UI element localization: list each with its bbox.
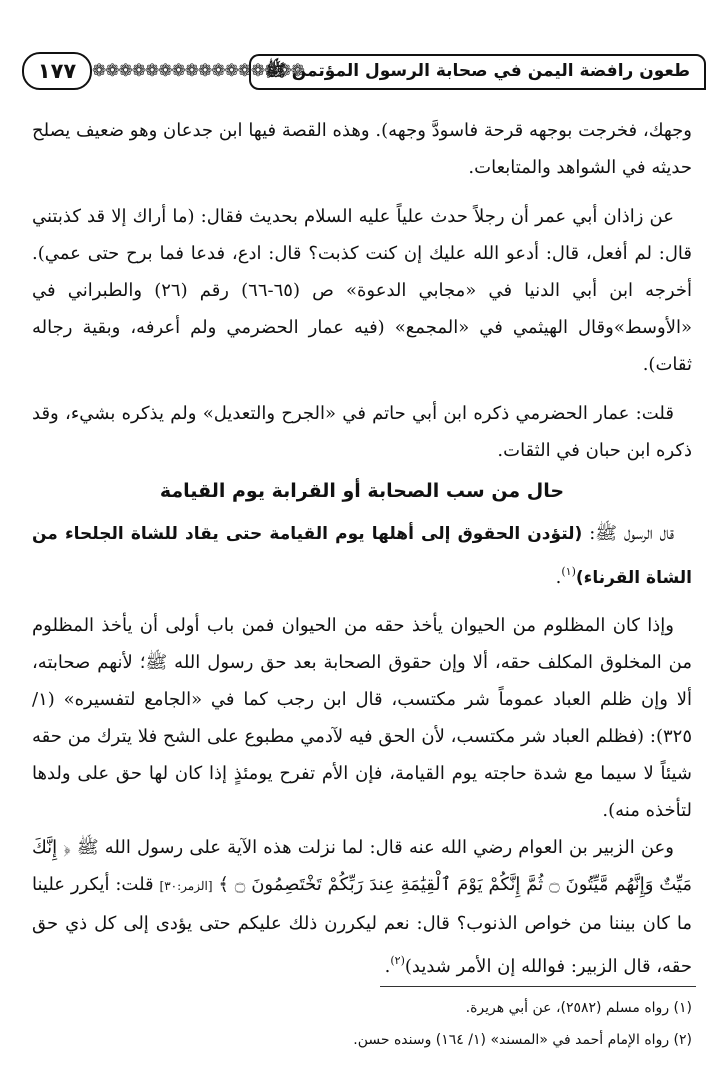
page-number: ١٧٧ (22, 52, 92, 90)
zubayr-end: . (384, 956, 391, 977)
surah-reference: [الزمر:٣٠] (159, 879, 213, 893)
zubayr-intro: وعن الزبير بن العوام رضي الله عنه قال: لما نزلت هذه الآية على رسول الله ﷺ (76, 837, 674, 858)
section-heading: حال من سب الصحابة أو القرابة يوم القيامة (159, 480, 565, 502)
footnote-1: (١) رواه مسلم (٢٥٨٢)، عن أبي هريرة. (465, 1000, 692, 1016)
flower-ornament-row: ❁❁❁❁❁❁❁❁❁❁❁❁❁❁❁❁ (92, 61, 304, 81)
footnotes (32, 992, 692, 1056)
footnote-2: (٢) رواه الإمام أحمد في «المسند» (١/ ١٦٤) وسنده حسن. (353, 1032, 692, 1048)
paragraph-3: قلت: عمار الحضرمي ذكره ابن أبي حاتم في «الجرح والتعديل» ولم يذكره بشيء، وقد ذكره ابن حبان في الثقات. (32, 403, 692, 461)
footnote-ref-1: (١) (561, 565, 576, 578)
hadith-text: (لتؤدن الحقوق إلى أهلها يوم القيامة حتى يقاد للشاة الجلحاء من الشاة القرناء) (32, 524, 692, 588)
running-title: طعون رافضة اليمن في صحابة الرسول المؤتمن ﷺ (249, 54, 706, 90)
main-text (32, 112, 692, 985)
paragraph-2: عن زاذان أبي عمر أن رجلاً حدث علياً عليه السلام بحديث فقال: (ما أراك إلا قد كذبتني قال: لم أفعل، قال: أدعو الله عليك إن كنت كذبت؟ قال: ادع، فدعا فما برح حتى عمي). أخرجه ابن أبي الدنيا في «مجابي الدعوة» ص (٦٥-٦٦) رقم (٢٦) والطبراني في «الأوسط»وقال الهيثمي في «المجمع» (فيه عمار الحضرمي ولم أعرفه، وبقية رجاله ثقات). (32, 206, 692, 375)
footnote-ref-2: (٢) (390, 954, 405, 967)
hadith-end: . (555, 567, 562, 588)
page-header (22, 52, 706, 90)
paragraph-6 (32, 829, 692, 985)
quran-verse: ﴿ إِنَّكَ مَيِّتٌ وَإِنَّهُم مَّيِّتُونَ ۝ ثُمَّ إِنَّكُمْ يَوْمَ ٱلْقِيَٰمَةِ عِندَ رَبِّكُمْ تَخْتَصِمُونَ ۝ ﴾ (32, 837, 693, 895)
paragraph-5: وإذا كان المظلوم من الحيوان يأخذ حقه من الحيوان فمن باب أولى أن يأخذ المظلوم من المخلوق المكلف حقه، ألا وإن حقوق الصحابة بعد حق رسول الله ﷺ؛ لأنهم صحابته، ألا وإن ظلم العباد عموماً شر مكتسب، قال ابن رجب كما في «الجامع لتفسيره» (١/ ٣٢٥): (فظلم العباد شر مكتسب، لأن الحق فيه لآدمي مطبوع على الشح فلا يترك من حقه شيئاً لا سيما مع شدة حاجته يوم القيامة، فإن الأم تفرح يومئذٍ إذا كان لها حق على ولدها لتأخذه منه). (32, 615, 692, 821)
footnote-separator (380, 986, 696, 987)
paragraph-1: وجهك، فخرجت بوجهه قرحة فاسودَّ وجهه). وهذه القصة فيها ابن جدعان وهو ضعيف يصلح حديثه في الشواهد والمتابعات. (32, 120, 692, 178)
paragraph-4 (32, 515, 692, 597)
hadith-lead: قال الرسول ﷺ: (582, 523, 675, 544)
zubayr-rest: قلت: أيكرر علينا ما كان بيننا من خواص الذنوب؟ قال: نعم ليكررن ذلك عليكم حتى يؤدى إلى كل ذي حق حقه، قال الزبير: فوالله إن الأمر شديد) (32, 874, 692, 977)
